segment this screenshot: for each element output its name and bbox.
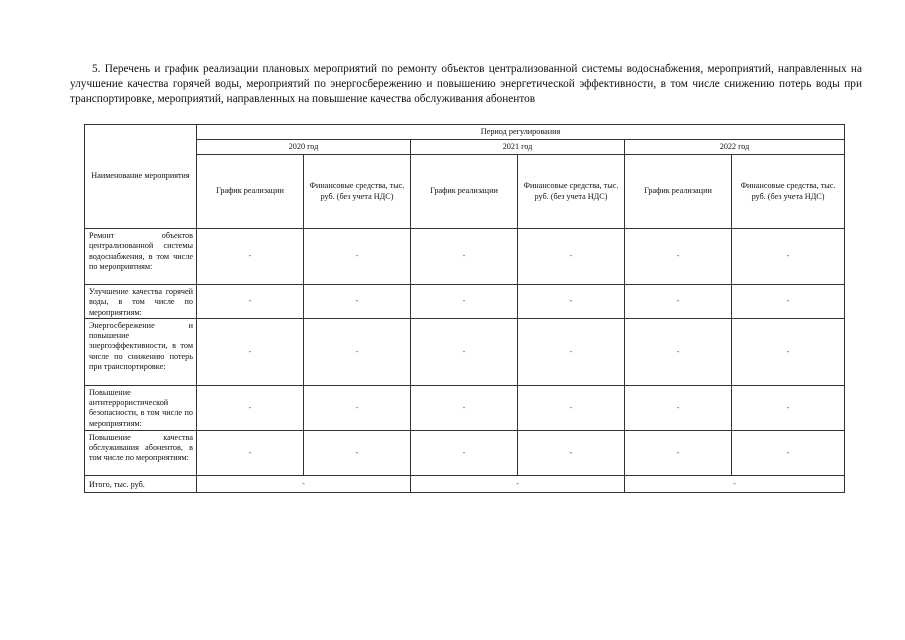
table-cell: - — [518, 285, 625, 319]
table-cell: - — [197, 318, 304, 385]
row-name: Повышение качества обслуживания абонентов, в том числе по мероприятиям: — [85, 430, 197, 475]
header-year-2020: 2020 год — [197, 140, 411, 155]
table-cell: - — [732, 385, 845, 430]
table-row — [85, 430, 845, 475]
header-activity-name: Наименование мероприятия — [85, 125, 197, 229]
row-name: Улучшение качества горячей воды, в том числе по мероприятиям: — [85, 285, 197, 319]
header-finance: Финансовые средства, тыс. руб. (без учета НДС) — [518, 155, 625, 229]
header-year-2022: 2022 год — [625, 140, 845, 155]
table-cell: - — [732, 430, 845, 475]
document-heading — [70, 62, 862, 107]
total-label: Итого, тыс. руб. — [85, 475, 197, 492]
total-row — [85, 475, 845, 492]
table-cell: - — [732, 318, 845, 385]
table-cell: - — [625, 430, 732, 475]
header-row-years — [85, 140, 845, 155]
total-cell-2020: - — [197, 475, 411, 492]
table-cell: - — [518, 430, 625, 475]
total-cell-2021: - — [411, 475, 625, 492]
table-cell: - — [732, 229, 845, 285]
total-cell-2022: - — [625, 475, 845, 492]
table-cell: - — [304, 385, 411, 430]
row-name: Повышение антитеррористической безопасности, в том числе по мероприятиям: — [85, 385, 197, 430]
table-cell: - — [625, 229, 732, 285]
row-name: Ремонт объектов централизованной системы водоснабжения, в том числе по мероприятиям: — [85, 229, 197, 285]
table-cell: - — [518, 318, 625, 385]
table-cell: - — [732, 285, 845, 319]
plan-table — [84, 124, 845, 493]
header-year-2021: 2021 год — [411, 140, 625, 155]
table-cell: - — [197, 385, 304, 430]
header-period: Период регулирования — [197, 125, 845, 140]
header-schedule: График реализации — [197, 155, 304, 229]
table-row — [85, 229, 845, 285]
header-row-period — [85, 125, 845, 140]
table-cell: - — [518, 229, 625, 285]
table-cell: - — [518, 385, 625, 430]
table-row — [85, 318, 845, 385]
table-cell: - — [411, 285, 518, 319]
table-cell: - — [411, 318, 518, 385]
header-row-sub — [85, 155, 845, 229]
table-cell: - — [411, 430, 518, 475]
header-schedule: График реализации — [625, 155, 732, 229]
table-cell: - — [304, 285, 411, 319]
table-cell: - — [411, 385, 518, 430]
table-cell: - — [197, 430, 304, 475]
table-cell: - — [304, 229, 411, 285]
table-row — [85, 385, 845, 430]
table-cell: - — [304, 318, 411, 385]
table-cell: - — [625, 285, 732, 319]
table-cell: - — [625, 318, 732, 385]
header-finance: Финансовые средства, тыс. руб. (без учета НДС) — [304, 155, 411, 229]
heading-text: 5. Перечень и график реализации плановых мероприятий по ремонту объектов централизованной системы водоснабжения, мероприятий, направленных на улучшение качества горячей воды, мероприятий по энергосбережению и повышению энергетической эффективности, в том числе снижению потерь воды при транспортировке, мероприятий, направленных на повышение качества обслуживания абонентов — [70, 63, 862, 105]
table-cell: - — [197, 229, 304, 285]
table-cell: - — [625, 385, 732, 430]
table-cell: - — [197, 285, 304, 319]
table-cell: - — [411, 229, 518, 285]
row-name: Энергосбережение и повышение энергоэффективности, в том числе по снижению потерь при транспортировке: — [85, 318, 197, 385]
header-schedule: График реализации — [411, 155, 518, 229]
table-row — [85, 285, 845, 319]
header-finance: Финансовые средства, тыс. руб. (без учета НДС) — [732, 155, 845, 229]
table-cell: - — [304, 430, 411, 475]
